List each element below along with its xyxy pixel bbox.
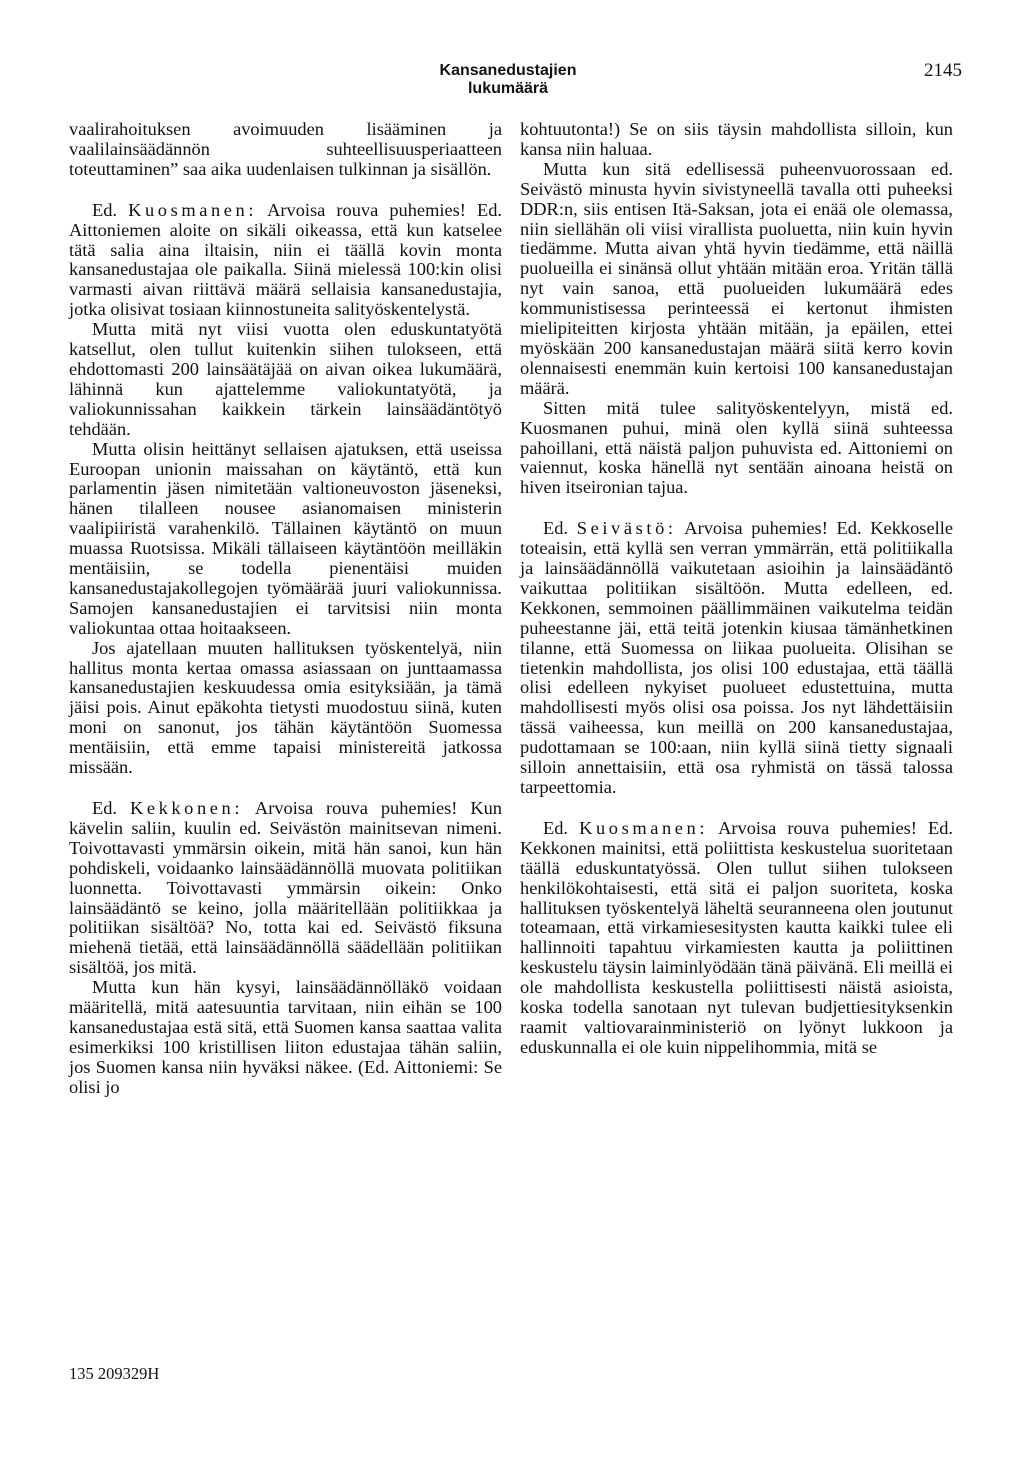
right-column xyxy=(520,120,953,1058)
paragraph: Jos ajatellaan muuten hallituksen työskentelyä, niin hallitus monta kertaa omassa asiassaan on junttaamassa kansanedustajien keskuudessa omia esityksiään, ja tämä jäisi pois. Ainut epäkohta tietysti muodostuu siinä, kuten moni on sanonut, jos tähän käytäntöön Suomessa mentäisiin, että emme tapaisi ministereitä jatkossa missään. xyxy=(69,637,502,778)
paragraph: Mutta kun hän kysyi, lainsäädännölläkö voidaan määritellä, mitä aatesuuntia tarvitaan, niin eihän se 100 kansanedustajaa estä sitä, että Suomen kansa saattaa valita esimerkiksi 100 kristillisen liiton edustajaa tähän saliin, jos Suomen kansa niin hyväksi näkee. (Ed. Aittoniemi: Se olisi jo xyxy=(69,977,502,1097)
paragraph: vaalirahoituksen avoimuuden lisääminen ja vaalilainsäädännön suhteellisuusperiaatteen toteuttaminen” saa aika uudenlaisen tulkinnan ja sisällön. xyxy=(69,119,502,179)
speech-prefix: Ed. xyxy=(543,817,580,838)
speech-prefix: Ed. xyxy=(543,518,577,539)
footer-code: 135 209329H xyxy=(69,1364,160,1383)
speech-text: Arvoisa rouva puhemies! Ed. Aittoniemen aloite on sikäli oikeassa, että kun katselee tätä salia aina iltaisin, niin ei täällä kovin monta kansanedustajaa ole paikalla. Siinä mielessä 100:kin olisi varmasti aivan riittävä määrä sellaisia kansanedustajia, jotka olisivat tosiaan kiinnostuneita salityöskentelystä. xyxy=(69,199,503,320)
speech-kuosmanen-1 xyxy=(69,201,502,320)
paragraph: kohtuutonta!) Se on siis täysin mahdollista silloin, kun kansa niin haluaa. xyxy=(520,119,953,159)
speech-seivasto xyxy=(520,519,953,798)
speech-kekkonen xyxy=(69,799,502,978)
paragraph: Sitten mitä tulee salityöskentelyyn, mistä ed. Kuosmanen puhui, minä olen kyllä siinä suhteessa pahoillani, että näistä paljon puhuvista ed. Aittoniemi on vaiennut, koska hänellä nyt sentään ainoana heistä on hiven itseironian tajua. xyxy=(520,397,953,498)
speech-text: Arvoisa rouva puhemies! Kun kävelin saliin, kuulin ed. Seivästön mainitsevan nimeni. Toivottavasti ymmärsin oikein, mitä hän sanoi, kun hän pohdiskeli, voidaanko lainsäädännöllä muovata politiikan luonnetta. Toivottavasti ymmärsin oikein: Onko lainsäädäntö se keino, jolla määritellään politiikkaa ja politiikan sisältöä? No, totta kai ed. Seivästö fiksuna miehenä tietää, että lainsäädännöllä säädellään politiikan sisältöä, jos mitä. xyxy=(69,798,502,978)
speaker-name: Seivästö: xyxy=(576,518,677,539)
left-column xyxy=(69,120,502,1098)
paragraph: Mutta olisin heittänyt sellaisen ajatuksen, että useissa Euroopan unionin maissahan on käytäntö, että kun parlamentin jäsen nimitetään valtioneuvoston jäseneksi, hänen tilalleen nousee asianomaisen ministerin vaalipiiristä varahenkilö. Tällainen käytäntö on muun muassa Ruotsissa. Mikäli tällaiseen käytäntöön meilläkin mentäisiin, se todella pienentäisi muiden kansanedustajakollegojen työmäärää juuri valiokunnissa. Samojen kansanedustajien ei tarvitsisi niin monta valiokuntaa ottaa hoitaakseen. xyxy=(69,438,502,638)
paragraph: Mutta kun sitä edellisessä puheenvuorossaan ed. Seivästö minusta hyvin sivistyneellä tavalla otti puheeksi DDR:n, siis entisen Itä-Saksan, jota ei enää ole olemassa, niin siellähän oli viisi virallista puoluetta, niin kuin hyvin tiedämme. Mutta aivan yhtä hyvin tiedämme, että näillä puolueilla ei sinänsä ollut yhtään mitään eroa. Yritän tällä nyt vain sanoa, että puolueiden lukumäärä edes kommunistisessa perinteessä ei kertonut ihmisten mielipiteitten kirjosta yhtään mitään, ja epäilen, ettei myöskään 200 kansanedustajan määrä siitä kerro kovin olennaisesti enemmän kuin kertoisi 100 kansanedustajan määrä. xyxy=(520,158,953,398)
running-header-title: Kansanedustajien lukumäärä xyxy=(439,62,577,97)
speaker-name: Kekkonen: xyxy=(129,798,244,818)
speech-prefix: Ed. xyxy=(92,199,129,220)
speech-text: Arvoisa rouva puhemies! Ed. Kekkonen mainitsi, että poliittista keskustelua suoritetaan täällä eduskuntatyössä. Olen tullut siihen tulokseen henkilökohtaisesti, että sitä ei paljon suoriteta, koska hallituksen työskentelyä läheltä seuranneena olen joutunut toteamaan, että virkamiesesitysten kautta kaikki tulee eli hallinnoiti tapahtuu virkamiesten kautta ja poliittinen keskustelu täysin laiminlyödään tänä päivänä. Eli meillä ei ole mahdollista keskustella poliittisesti näistä asioista, koska todella sanotaan nyt tulevan budjettiesityksenkin raamit valtiovarainministeriö on lyönyt lukkoon ja eduskunnalla ei ole kuin nippelihommia, mitä se xyxy=(520,817,954,1057)
speech-prefix: Ed. xyxy=(92,798,130,818)
page-number: 2145 xyxy=(924,60,962,81)
speech-kuosmanen-2 xyxy=(520,819,953,1058)
speaker-name: Kuosmanen: xyxy=(128,199,258,220)
paragraph: Mutta mitä nyt viisi vuotta olen eduskuntatyötä katsellut, olen tullut kuitenkin siihen tulokseen, että ehdottomasti 200 lainsäätäjää on aivan oikea lukumäärä, lähinnä kun ajattelemme valiokuntatyötä, ja valiokunnissahan kaikkein tärkein lainsäädäntötyö tehdään. xyxy=(69,319,502,439)
speaker-name: Kuosmanen: xyxy=(579,817,709,838)
speech-text: Arvoisa puhemies! Ed. Kekkoselle toteaisin, että kyllä sen verran ymmärrän, että politiikalla ja lainsäädännöllä vaikutetaan asioihin ja lainsäädäntö vaikuttaa politiikan sisältöön. Mutta edelleen, ed. Kekkonen, semmoinen päällimmäinen vaikutelma teidän puheestanne jäi, että teitä jotenkin kiusaa tämänhetkinen tilanne, että Suomessa on liikaa puolueita. Olisihan se tietenkin mahdollista, jos olisi 100 edustajaa, että täällä olisi edelleen nykyiset puolueet edustettuina, mutta mahdollisesti myös olisi osa poissa. Jos nyt lähdettäisiin tässä vaiheessa, kun meillä on 200 kansanedustajaa, pudottamaan se 100:aan, niin kyllä siinä tietty signaali silloin annettaisiin, että osa ryhmistä on tässä talossa tarpeettomia. xyxy=(520,518,954,797)
